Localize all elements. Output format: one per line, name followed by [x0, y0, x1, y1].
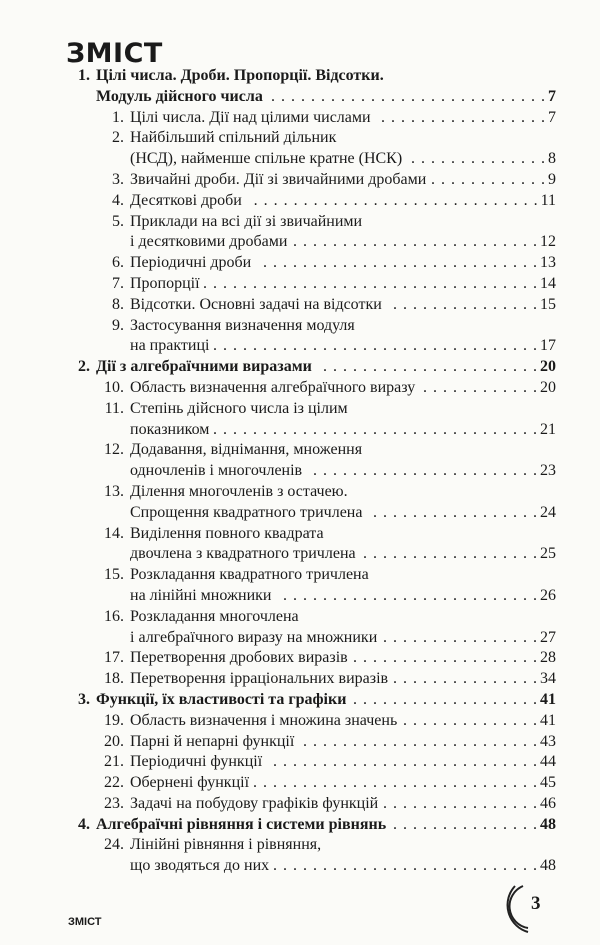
toc-item-entry: [68, 607, 556, 628]
entry-number: 10.: [104, 378, 124, 396]
entry-title: Функції, їх властивості та графіки: [96, 690, 347, 708]
toc-item-entry: [68, 732, 556, 753]
dot-leader: . . . . . . . . . . . . . . . . . . . . . . . . . . .: [273, 753, 538, 771]
dot-leader: . . . . . . . . . . . . . . . . . . . . . . . . . . . .: [263, 254, 538, 272]
entry-title: і десятковими дробами: [130, 233, 288, 251]
toc-item-entry: [68, 752, 556, 773]
toc-section-entry: [68, 690, 556, 711]
entry-number: [68, 232, 130, 253]
entry-title: Звичайні дроби. Дії зі звичайними дробами: [130, 170, 427, 188]
dot-leader: . . . . . . . . . . . . . . . . . . . . . . .: [313, 462, 538, 480]
toc-item-entry: [68, 440, 556, 461]
entry-number: 2.: [78, 358, 90, 376]
entry-page-number: 21: [540, 420, 556, 438]
entry-title: Пропорції: [130, 274, 200, 292]
toc-item-entry: [68, 711, 556, 732]
entry-page-number: 7: [548, 87, 556, 105]
dot-leader: . . . . . . . . . . . . . . . . . . .: [353, 690, 538, 708]
entry-number: 4.: [78, 815, 90, 833]
entry-number: 15.: [104, 566, 124, 584]
entry-page-number: 43: [540, 732, 556, 750]
entry-page-number: 44: [540, 753, 556, 771]
dot-leader: . . . . . . . . . . . . . .: [411, 150, 546, 168]
entry-number: 13.: [104, 482, 124, 500]
entry-title: на лінійні множники: [130, 586, 272, 604]
dot-leader: . . . . . . . . . . . . . . . . . . . . . . . . . . . . .: [253, 191, 539, 209]
entry-page-number: 11: [540, 191, 556, 209]
entry-number: 19.: [104, 711, 124, 729]
entry-number: [68, 856, 130, 877]
entry-number: 18.: [104, 670, 124, 688]
entry-number: [68, 503, 130, 524]
entry-title: Спрощення квадратного тричлена: [130, 503, 363, 521]
entry-number: 3.: [112, 170, 124, 188]
entry-page-number: 15: [540, 295, 556, 313]
entry-title: Найбільший спільний дільник: [130, 129, 337, 147]
entry-number: [68, 420, 130, 441]
entry-number: 22.: [104, 774, 124, 792]
entry-page-number: 23: [540, 462, 556, 480]
toc-section-entry: [68, 66, 556, 87]
entry-title: Задачі на побудову графіків функцій: [130, 794, 379, 812]
entry-title: Парні й непарні функції: [130, 732, 295, 750]
entry-number: 16.: [104, 607, 124, 625]
dot-leader: . . . . . . . . . . . . . .: [403, 711, 538, 729]
dot-leader: . . . . . . . . . . . .: [431, 170, 546, 188]
entry-title: на практиці: [130, 337, 210, 355]
entry-number: [68, 544, 130, 565]
entry-number: 17.: [104, 649, 124, 667]
entry-page-number: 48: [540, 857, 556, 875]
dot-leader: . . . . . . . . . . . . . . .: [393, 815, 538, 833]
entry-title: Цілі числа. Дроби. Пропорції. Відсотки.: [96, 67, 384, 84]
entry-number: 6.: [112, 254, 124, 272]
entry-title: Область визначення алгебраїчного виразу: [130, 378, 416, 396]
table-of-contents: [68, 66, 556, 877]
entry-number: 12.: [104, 441, 124, 459]
entry-number: 1.: [78, 67, 90, 84]
entry-number: [68, 586, 130, 607]
dot-leader: . . . . . . . . . . . . . . . . . . .: [353, 649, 538, 667]
dot-leader: . . . . . . . . . . . . . . . . . . . . . . . . .: [293, 233, 538, 251]
dot-leader: . . . . . . . . . . . . . . . . . . . . . . . .: [303, 732, 538, 750]
entry-page-number: 27: [540, 628, 556, 646]
entry-title: Обернені функції: [130, 774, 250, 792]
toc-item-entry: [68, 773, 556, 794]
entry-title: показником: [130, 420, 210, 438]
entry-page-number: 26: [540, 586, 556, 604]
toc-item-entry: [68, 149, 556, 170]
entry-number: [68, 149, 130, 170]
entry-title: (НСД), найменше спільне кратне (НСК): [130, 150, 403, 168]
entry-number: 21.: [104, 753, 124, 771]
entry-number: 9.: [112, 316, 124, 334]
dot-leader: . . . . . . . . . . . . . . . . . . . . . . . . . .: [283, 586, 538, 604]
entry-title: Алгебраїчні рівняння і системи рівнянь: [96, 815, 387, 833]
dot-leader: . . . . . . . . . . . . . . . .: [383, 794, 538, 812]
entry-number: 20.: [104, 732, 124, 750]
entry-page-number: 8: [548, 150, 556, 168]
dot-leader: . . . . . . . . . . . . . . . .: [383, 628, 538, 646]
entry-number: 11.: [104, 399, 124, 417]
page-number-ornament-icon: [503, 884, 529, 934]
toc-item-entry: [68, 669, 556, 690]
dot-leader: . . . . . . . . . . . . . . . . . . . . . . . . . . . . . . . . . .: [203, 274, 538, 292]
dot-leader: . . . . . . . . . . . .: [423, 378, 538, 396]
entry-title: Відсотки. Основні задачі на відсотки: [130, 295, 382, 313]
dot-leader: . . . . . . . . . . . . . . . . . . . . . . . . . . . .: [271, 87, 546, 105]
dot-leader: . . . . . . . . . . . . . . . . . . . . . . . . . . . . . . . . .: [213, 420, 538, 438]
entry-title: Перетворення ірраціональних виразів: [130, 670, 389, 688]
page-number: 3: [531, 893, 541, 914]
entry-title: Модуль дійсного числа: [96, 87, 263, 105]
entry-number: [68, 87, 96, 108]
entry-page-number: 41: [540, 690, 556, 708]
toc-section-entry: [68, 357, 556, 378]
toc-item-entry: [68, 461, 556, 482]
entry-number: 3.: [78, 690, 90, 708]
toc-item-entry: [68, 544, 556, 565]
toc-title: ЗМІСТ: [66, 38, 163, 69]
toc-item-entry: [68, 399, 556, 420]
entry-page-number: 12: [540, 233, 556, 251]
entry-title: Лінійні рівняння і рівняння,: [130, 836, 322, 854]
toc-item-entry: [68, 191, 556, 212]
entry-page-number: 9: [548, 170, 556, 188]
entry-page-number: 20: [540, 358, 556, 376]
dot-leader: . . . . . . . . . . . . . . . . . . . . . . . . . . .: [273, 857, 538, 875]
toc-item-entry: [68, 108, 556, 129]
entry-page-number: 48: [540, 815, 556, 833]
entry-number: 2.: [112, 129, 124, 147]
dot-leader: . . . . . . . . . . . . . . . . .: [373, 503, 538, 521]
running-title: ЗМІСТ: [68, 916, 102, 928]
dot-leader: . . . . . . . . . . . . . . . . . . . . . . . . . . . . .: [253, 774, 538, 792]
entry-title: Додавання, віднімання, множення: [130, 441, 363, 459]
entry-number: 4.: [112, 191, 124, 209]
entry-title: Ділення многочленів з остачею.: [130, 482, 348, 500]
entry-title: що зводяться до них: [130, 857, 270, 875]
entry-title: Розкладання квадратного тричлена: [130, 566, 369, 584]
entry-number: [68, 461, 130, 482]
entry-title: Приклади на всі дії зі звичайними: [130, 212, 363, 230]
toc-item-entry: [68, 128, 556, 149]
dot-leader: . . . . . . . . . . . . . . .: [393, 670, 538, 688]
toc-item-entry: [68, 835, 556, 856]
entry-title: Періодичні дроби: [130, 254, 252, 272]
toc-item-entry: [68, 336, 556, 357]
entry-title: Періодичні функції: [130, 753, 263, 771]
entry-page-number: 25: [540, 545, 556, 563]
entry-title: Застосування визначення модуля: [130, 316, 355, 334]
toc-item-entry: [68, 482, 556, 503]
entry-title: Область визначення і множина значень: [130, 711, 398, 729]
entry-number: 1.: [112, 108, 124, 126]
entry-title: і алгебраїчного виразу на множники: [130, 628, 378, 646]
entry-page-number: 45: [540, 774, 556, 792]
entry-page-number: 7: [548, 108, 556, 126]
entry-number: 5.: [112, 212, 124, 230]
entry-page-number: 34: [540, 670, 556, 688]
entry-number: 14.: [104, 524, 124, 542]
dot-leader: . . . . . . . . . . . . . . . . . .: [363, 545, 538, 563]
toc-item-entry: [68, 524, 556, 545]
entry-title: Виділення повного квадрата: [130, 524, 324, 542]
entry-number: 24.: [104, 836, 124, 854]
entry-title: Розкладання многочлена: [130, 607, 299, 625]
toc-item-entry: [68, 648, 556, 669]
toc-item-entry: [68, 316, 556, 337]
dot-leader: . . . . . . . . . . . . . . . . .: [381, 108, 546, 126]
toc-item-entry: [68, 378, 556, 399]
entry-page-number: 24: [540, 503, 556, 521]
toc-item-entry: [68, 794, 556, 815]
toc-item-entry: [68, 503, 556, 524]
dot-leader: . . . . . . . . . . . . . . .: [393, 295, 538, 313]
toc-section-entry: [68, 87, 556, 108]
entry-page-number: 41: [540, 711, 556, 729]
toc-item-entry: [68, 856, 556, 877]
entry-title: двочлена з квадратного тричлена: [130, 545, 356, 563]
entry-title: Перетворення дробових виразів: [130, 649, 348, 667]
entry-title: Дії з алгебраїчними виразами: [96, 358, 312, 376]
entry-page-number: 46: [540, 794, 556, 812]
entry-title: одночленів і многочленів: [130, 462, 303, 480]
entry-title: Цілі числа. Дії над цілими числами: [130, 108, 371, 126]
toc-item-entry: [68, 170, 556, 191]
toc-section-entry: [68, 815, 556, 836]
entry-page-number: 20: [540, 378, 556, 396]
toc-item-entry: [68, 565, 556, 586]
entry-number: 8.: [112, 295, 124, 313]
toc-item-entry: [68, 212, 556, 233]
toc-item-entry: [68, 628, 556, 649]
entry-page-number: 14: [540, 274, 556, 292]
toc-item-entry: [68, 274, 556, 295]
entry-title: Степінь дійсного числа із цілим: [130, 399, 348, 417]
entry-number: 7.: [112, 274, 124, 292]
entry-page-number: 28: [540, 649, 556, 667]
entry-number: [68, 628, 130, 649]
entry-title: Десяткові дроби: [130, 191, 242, 209]
entry-page-number: 17: [540, 337, 556, 355]
toc-item-entry: [68, 420, 556, 441]
dot-leader: . . . . . . . . . . . . . . . . . . . . . .: [323, 358, 538, 376]
entry-number: 23.: [104, 794, 124, 812]
toc-item-entry: [68, 232, 556, 253]
toc-item-entry: [68, 253, 556, 274]
toc-item-entry: [68, 586, 556, 607]
entry-number: [68, 336, 130, 357]
entry-page-number: 13: [540, 254, 556, 272]
dot-leader: . . . . . . . . . . . . . . . . . . . . . . . . . . . . . . . . .: [213, 337, 538, 355]
toc-item-entry: [68, 295, 556, 316]
